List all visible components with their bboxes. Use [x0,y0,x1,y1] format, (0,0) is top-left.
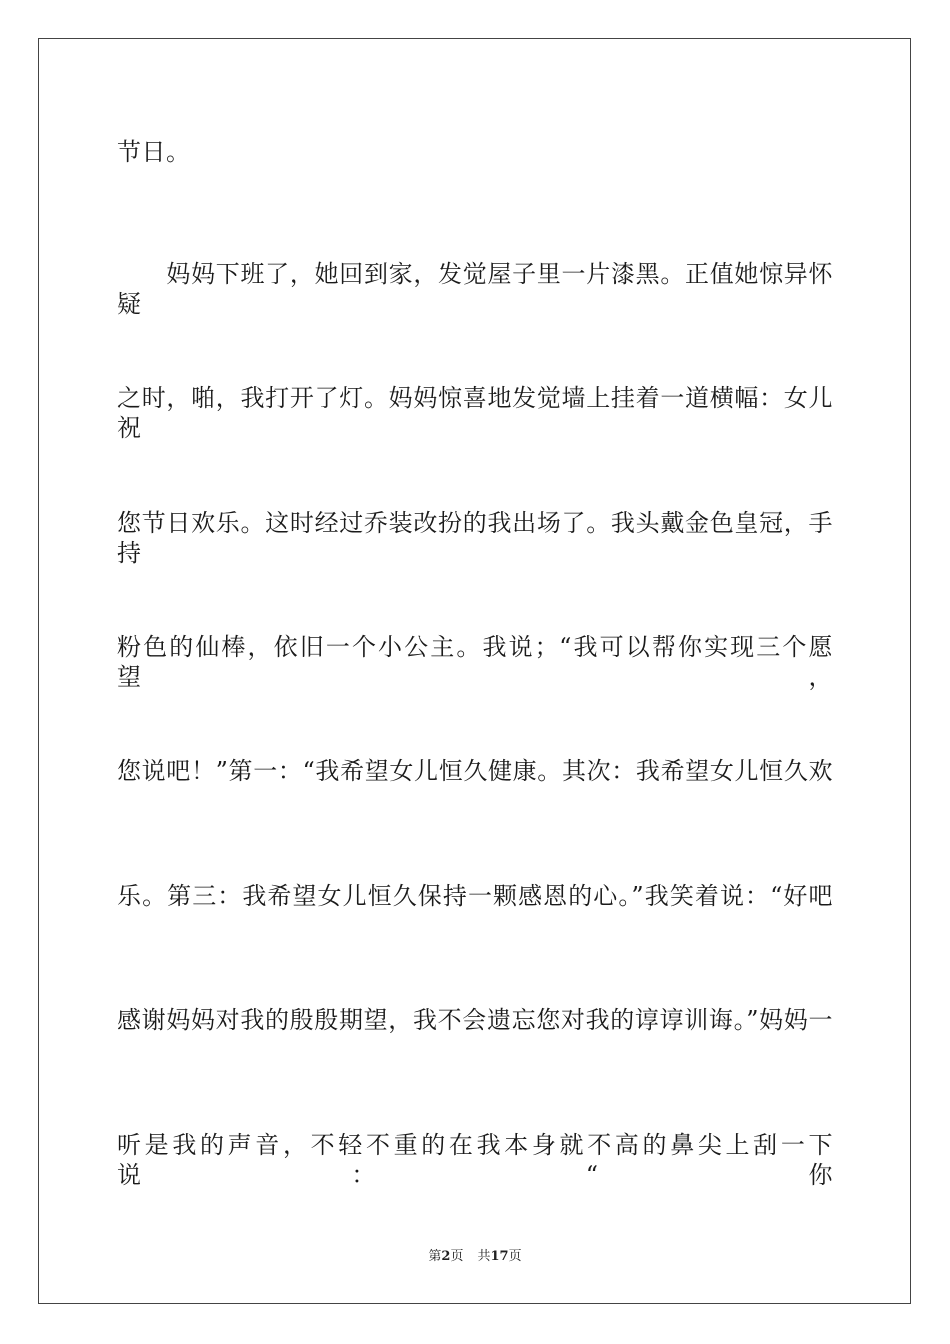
text-line-3: 之时，啪，我打开了灯。妈妈惊喜地发觉墙上挂着一道横幅：女儿祝 [117,384,833,442]
text-line-8: 感谢妈妈对我的殷殷期望，我不会遗忘您对我的谆谆训诲。”妈妈一 [117,1006,833,1034]
text-line-7: 乐。第三：我希望女儿恒久保持一颗感恩的心。”我笑着说：“好吧 [117,882,833,910]
footer-page-suffix: 页 [450,1249,464,1264]
footer-total-prefix: 共 [477,1249,491,1264]
text-line-2: 妈妈下班了，她回到家，发觉屋子里一片漆黑。正值她惊异怀疑 [117,260,833,318]
page-footer [0,1248,950,1266]
footer-page-prefix: 第 [428,1249,442,1264]
text-line-9: 听是我的声音，不轻不重的在我本身就不高的鼻尖上刮一下说：“你 [117,1131,833,1189]
text-line-1: 节日。 [117,138,191,166]
text-line-5: 粉色的仙棒，依旧一个小公主。我说；“我可以帮你实现三个愿望， [117,633,833,691]
footer-total-pages: 17 [490,1249,509,1264]
footer-page-number: 2 [441,1249,451,1264]
text-line-6: 您说吧！”第一：“我希望女儿恒久健康。其次：我希望女儿恒久欢 [117,757,833,785]
text-line-4: 您节日欢乐。这时经过乔装改扮的我出场了。我头戴金色皇冠，手持 [117,509,833,567]
footer-total-suffix: 页 [508,1249,522,1264]
